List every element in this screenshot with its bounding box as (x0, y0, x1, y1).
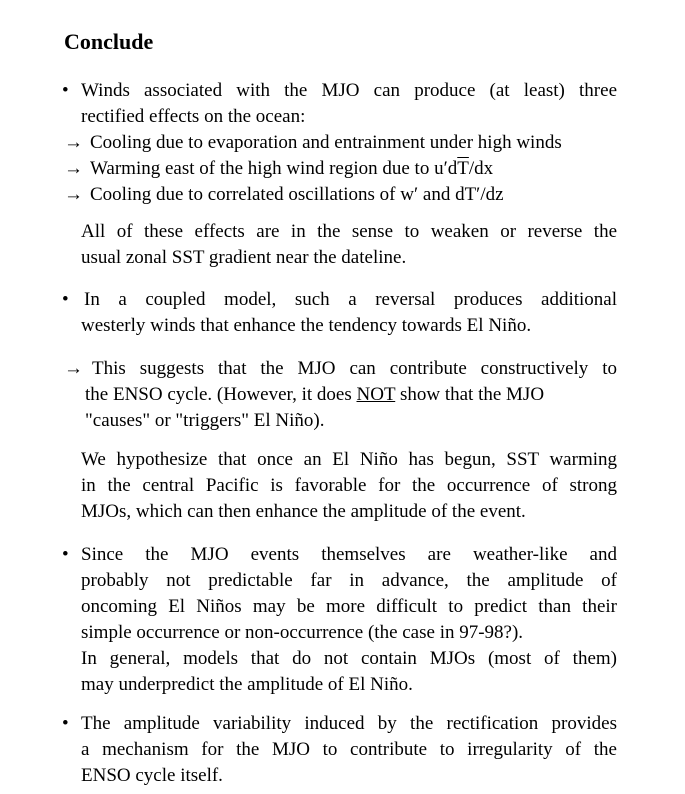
para4-line2-text: the ENSO cycle. (However, it does (85, 384, 357, 405)
effect-cooling-evaporation: Cooling due to evaporation and entrainment under high winds (90, 132, 562, 153)
para2-line2: usual zonal SST gradient near the dateline. (81, 247, 407, 268)
bullet6-line1: Since the MJO events themselves are weather-like and (81, 544, 617, 565)
bullet7-line1: The amplitude variability induced by the rectification provides (81, 713, 617, 734)
bullet-icon: • (62, 80, 69, 101)
bullet-icon: • (62, 713, 69, 734)
bullet3-line1: In a coupled model, such a reversal produces additional (84, 289, 617, 310)
effect-warming-suffix: /dx (468, 158, 494, 179)
para4-line1: This suggests that the MJO can contribute constructively to (92, 358, 617, 379)
arrow-icon: → (64, 184, 83, 205)
arrow-icon: → (64, 358, 83, 379)
bullet-icon: • (62, 544, 69, 565)
bullet6-line4: simple occurrence or non-occurrence (the case in 97-98?). (81, 622, 524, 643)
emphasis-not: NOT (356, 384, 396, 405)
para5-line2: in the central Pacific is favorable for the occurrence of strong (81, 475, 617, 496)
bullet1-line1: Winds associated with the MJO can produce (at least) three (81, 80, 617, 101)
bullet6-line2: probably not predictable far in advance, the amplitude of (81, 570, 617, 591)
para5-line3: MJOs, which can then enhance the amplitude of the event. (81, 501, 526, 522)
arrow-icon: → (64, 132, 83, 153)
bullet6-line3: oncoming El Niños may be more difficult to predict than their (81, 596, 617, 617)
mean-temperature-symbol: $\overline{T}$ (457, 158, 469, 179)
effect-warming-text: Warming east of the high wind region due to u′d (90, 158, 458, 179)
para4-line2 (85, 382, 617, 408)
bullet7-line2: a mechanism for the MJO to contribute to irregularity of the (81, 739, 617, 760)
effect-cooling-oscillations: Cooling due to correlated oscillations of w′ and dT′/dz (90, 184, 504, 205)
bullet7-line3: ENSO cycle itself. (81, 765, 223, 786)
bullet6-line6: may underpredict the amplitude of El Niño. (81, 674, 413, 695)
arrow-icon: → (64, 158, 83, 179)
page-title: Conclude (64, 29, 154, 54)
bullet1-line2: rectified effects on the ocean: (81, 106, 306, 127)
bullet-icon: • (62, 289, 69, 310)
para5-line1: We hypothesize that once an El Niño has begun, SST warming (81, 449, 617, 470)
bullet6-line5: In general, models that do not contain MJOs (most of them) (81, 648, 617, 669)
para2-line1: All of these effects are in the sense to weaken or reverse the (81, 221, 617, 242)
effect-warming-east (90, 156, 493, 182)
para4-line2-suffix: show that the MJO (395, 384, 545, 405)
bullet3-line2: westerly winds that enhance the tendency towards El Niño. (81, 315, 532, 336)
para4-line3: "causes" or "triggers" El Niño). (85, 410, 325, 431)
